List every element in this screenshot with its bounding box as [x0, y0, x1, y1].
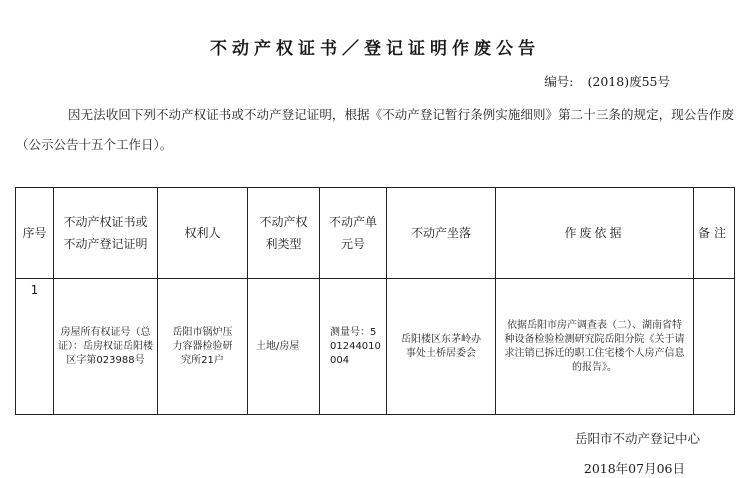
header-certificate: 不动产权证书或不动产登记证明	[54, 188, 158, 279]
notice-paragraph: 因无法收回下列不动产权证书或不动产登记证明，根据《不动产登记暂行条例实施细则》第二十三条的规定，现公告作废（公示公告十五个工作日）。	[16, 107, 734, 152]
header-index: 序号	[16, 188, 54, 279]
header-basis: 作废依据	[496, 188, 694, 279]
row-basis: 依据岳阳市房产调查表（二）、湖南省特种设备检验检测研究院岳阳分院《关于请求注销已拆迁的职工住宅楼个人房产信息的报告》。	[496, 279, 694, 415]
table-header-row	[16, 188, 735, 279]
header-location: 不动产坐落	[387, 188, 496, 279]
document-number	[530, 72, 670, 90]
row-remark	[694, 279, 735, 415]
row-right-type: 土地/房屋	[248, 279, 320, 415]
row-unit-no: 测量号：501244010004	[320, 279, 387, 415]
header-remark: 备注	[694, 188, 735, 279]
notice-title: 不动产权证书／登记证明作废公告	[210, 39, 540, 59]
row-certificate: 房屋所有权证号（总证）：岳房权证岳阳楼区字第023988号	[54, 279, 158, 415]
void-certificate-table	[15, 187, 735, 415]
header-right-type: 不动产权利类型	[248, 188, 320, 279]
document-number-value: (2018)废55号	[587, 74, 670, 89]
issuing-organization: 岳阳市不动产登记中心	[574, 431, 700, 446]
header-unit-no: 不动产单元号	[320, 188, 387, 279]
row-location: 岳阳楼区东茅岭办事处土桥居委会	[387, 279, 496, 415]
document-number-label: 编号:	[544, 74, 574, 89]
row-index: 1	[16, 279, 54, 415]
table-row	[16, 279, 735, 415]
row-holder: 岳阳市锅炉压力容器检验研究所21户	[158, 279, 248, 415]
issue-date: 2018年07月06日	[583, 461, 685, 476]
header-holder: 权利人	[158, 188, 248, 279]
